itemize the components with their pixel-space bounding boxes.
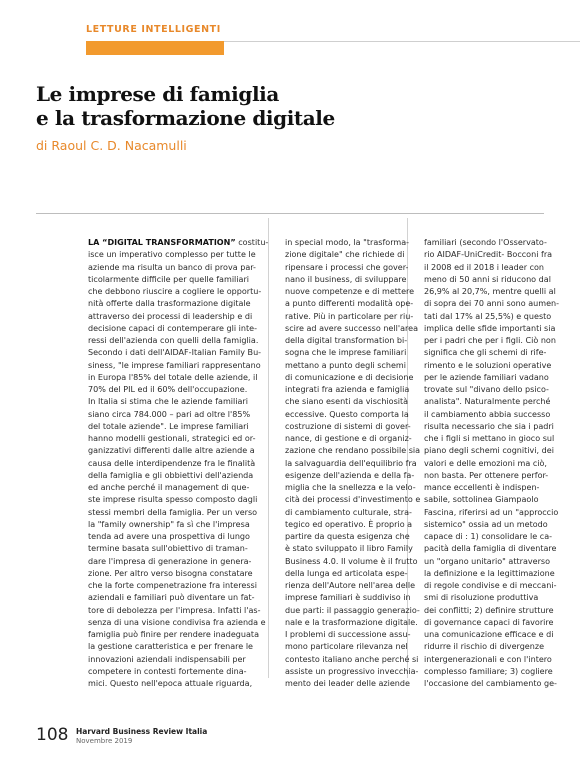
section-accent-bar [86,41,224,55]
body-text-line: rimento e le soluzioni operative [424,360,552,370]
body-text-line: ripensare i processi che gover- [285,262,409,272]
body-text-line: rienza dell'Autore nell'area delle [285,581,416,590]
body-text-line: Business 4.0. Il volume è il frutto [285,556,418,566]
body-text-line: imprese familiari è suddiviso in [285,593,411,603]
body-text-line: per le aziende familiari vadano [424,372,549,382]
body-text-line: Secondo i dati dell'AIDAF-Italian Family Bu- [88,348,262,358]
body-text-line: per i padri che per i figli. Ciò non [424,336,556,345]
body-text-line: tore di debolezza per l'impresa. Infatti l'as- [88,605,261,615]
body-text-line: assiste un progressivo invecchia- [285,666,419,676]
body-text-line: hanno modelli gestionali, strategici ed or- [88,434,256,443]
body-text-line: LA “DIGITAL TRANSFORMATION” costitu- [88,238,269,247]
body-text-line: pacità della famiglia di diventare [424,544,557,554]
body-text-line: 70% del PIL ed il 60% dell'occupazione. [88,385,248,394]
body-column-1 [88,237,269,690]
body-text-line: di governance capaci di favorire [424,617,554,627]
body-text-line: competere in contesti fortemente dina- [88,666,247,676]
body-text-line: di cambiamento culturale, stra- [285,507,412,517]
body-text-line: 26,9% al 20,7%, mentre quelli al [424,287,556,296]
body-text-line: costruzione di sistemi di gover- [285,421,411,431]
article-title-line-1: Le imprese di famiglia [36,82,279,106]
body-text-line: aziende ma risulta un banco di prova par- [88,262,256,272]
body-text-line: valori e delle emozioni ma ciò, [424,458,547,468]
body-text-line: siness, "le imprese familiari rappresentano [88,360,261,370]
body-text-line: la salvaguardia dell'equilibrio fra [285,458,417,468]
body-text-line: piano degli schemi cognitivi, dei [424,446,554,456]
publication-name: Harvard Business Review Italia [76,727,208,736]
body-text-line: ressi dell'azienda con quelli della famiglia. [88,336,259,345]
body-text-line: zazione che rendano possibile sia [285,446,421,456]
column-divider [268,218,269,678]
body-text-line: nale e la trasformazione digitale. [285,617,418,627]
body-text-line: mono particolare rilevanza nel [285,642,408,652]
body-text-line: ridurre il rischio di divergenze [424,642,545,652]
body-text-line: sistemico" ossia ad un metodo [424,519,548,529]
body-text-line: mici. Questo nell'epoca attuale riguarda, [88,679,253,688]
body-text-line: significa che gli schemi di rife- [424,348,547,358]
body-column-2 [285,237,421,690]
body-text-line: tegico ed operativo. È proprio a [285,519,413,529]
body-text-line: sabile, sottolinea Giampaolo [424,495,539,505]
body-text-line: in special modo, la "trasforma- [285,238,410,247]
body-text-line: nance, di gestione e di organiz- [285,434,412,443]
body-text-line: la gestione caratteristica e per frenare le [88,642,254,652]
body-text-line: esigenze dell'azienda e della fa- [285,470,415,480]
body-text-line: sogna che le imprese familiari [285,348,407,358]
body-text-line: tenda ad avere una prospettiva di lungo [88,532,250,541]
body-text-line: della digital transformation bi- [285,336,408,345]
body-text-line: il 2008 ed il 2018 i leader con [424,262,545,272]
body-text-line: la definizione e la legittimazione [424,568,555,578]
body-text-line: attraverso dei processi di leadership e di [88,311,253,321]
body-text-line: dei conflitti; 2) definire strutture [424,605,554,615]
article-title [36,82,476,130]
body-text-line: una comunicazione efficace e di [424,630,554,639]
body-text-line: della famiglia e gli obbiettivi dell'azienda [88,470,254,480]
body-text-line: che la forte compenetrazione fra interessi [88,581,257,590]
body-text-line: ed anche perché il management di que- [88,483,250,492]
body-text-line: in Europa l'85% del totale delle aziende, il [88,372,258,382]
body-text-line: rio AIDAF-UniCredit- Bocconi fra [424,250,553,260]
body-text-line: cità dei processi d'investimento e [285,495,421,505]
body-text-line: nano il business, di sviluppare [285,274,407,284]
body-text-line: di regole condivise e di meccani- [424,581,557,590]
body-text-line: smi di risoluzione produttiva [424,593,539,603]
body-text-line: analista". Naturalmente perché [424,397,551,407]
body-text-line: termine basata sull'obiettivo di traman- [88,544,248,554]
body-text-line: che siano esenti da vischiosità [285,397,409,407]
publication-date: Novembre 2019 [76,737,133,745]
body-text-line: eccessive. Questo comporta la [285,409,409,419]
body-text-line: miglia che la snellezza e la velo- [285,483,416,492]
section-label: LETTURE INTELLIGENTI [86,24,221,35]
body-text-line: siano circa 784.000 – pari ad oltre l'85% [88,409,251,419]
body-column-3 [424,237,559,690]
body-text-line: partire da questa esigenza che [285,532,410,541]
body-text-line: implica delle sfide importanti sia [424,323,556,333]
body-text-line: stessi membri della famiglia. Per un verso [88,507,258,517]
body-text-line: intergenerazionali e con l'intero [424,654,552,664]
body-text-line: di sopra dei 70 anni sono aumen- [424,299,560,309]
body-text-line: In Italia si stima che le aziende familiari [88,397,248,407]
body-text-line: del totale aziende". Le imprese familiari [88,421,249,431]
body-text-line: aziendali e familiari può diventare un fat- [88,593,255,603]
body-text-line: complesso familiare; 3) cogliere [424,666,553,676]
lead-in: LA “DIGITAL TRANSFORMATION” [88,238,236,247]
body-rule [36,213,544,214]
body-text-line: di comunicazione e di decisione [285,372,414,382]
body-text-line: integrati fra azienda e famiglia [285,385,410,394]
body-text-line: causa delle interdipendenze fra le finalità [88,458,256,468]
article-byline: di Raoul C. D. Nacamulli [36,138,187,153]
body-text-line: a punto differenti modalità ope- [285,299,414,309]
body-text-line: due parti: il passaggio generazio- [285,605,420,615]
body-text-line: zione. Per altro verso bisogna constatare [88,568,253,578]
body-text-line: non basta. Per ottenere perfor- [424,470,549,480]
body-text-line: mettano a punto degli schemi [285,360,406,370]
body-text-line: isce un imperativo complesso per tutte le [88,250,256,260]
body-text-line: famiglia può finire per rendere inadeguata [88,630,259,639]
body-text-line: innovazioni aziendali indispensabili per [88,654,246,664]
body-text-line: un "organo unitario" attraverso [424,556,551,566]
body-text-line: meno di 50 anni si riducono dal [424,274,551,284]
body-text-line: nità offerte dalla trasformazione digitale [88,299,251,309]
body-text-line: mento dei leader delle aziende [285,679,410,688]
body-text-line: risulta necessario che sia i padri [424,421,554,431]
body-text-line: zione digitale" che richiede di [285,250,405,260]
page-number: 108 [36,725,69,745]
body-text-line: contesto italiano anche perché si [285,654,419,664]
body-text-line: dare l'impresa di generazione in genera- [88,556,252,566]
body-text-line: ticolarmente difficile per quelle familiari [88,274,250,284]
body-text-line: ste imprese risulta spesso composto dagli [88,495,258,505]
body-text-line: è stato sviluppato il libro Family [285,544,413,554]
body-text-line: della lunga ed articolata espe- [285,568,408,578]
article-title-line-2: e la trasformazione digitale [36,106,335,130]
body-text-line: nuove competenze e di mettere [285,287,415,296]
body-text-line: mance eccellenti è indispen- [424,483,540,492]
body-text-line: capace di : 1) consolidare le ca- [424,532,553,541]
body-text-line: l'occasione del cambiamento ge- [424,679,557,688]
body-text-line: che i figli si mettano in gioco sul [424,434,555,443]
body-text-line: la "family ownership" fa sì che l'impresa [88,519,250,529]
body-text-line: ganizzativi differenti dalle altre aziende a [88,446,255,456]
body-text-line: trovate sul "divano dello psico- [424,385,549,394]
body-text-line: il cambiamento abbia successo [424,409,551,419]
body-text-line: senza di una visione condivisa fra azienda e [88,617,266,627]
body-text-line: decisione capaci di contemperare gli inte- [88,323,258,333]
body-text-line: che debbono riuscire a cogliere le opportu- [88,287,262,296]
body-text-line: rative. Più in particolare per riu- [285,311,414,321]
body-text-line: familiari (secondo l'Osservato- [424,238,547,247]
body-text-line: I problemi di successione assu- [285,630,411,639]
body-text-line: scire ad avere successo nell'area [285,323,419,333]
body-text-line: tati dal 17% al 25,5%) e questo [424,311,552,321]
body-text-line: Fascina, riferirsi ad un "approccio [424,507,559,517]
